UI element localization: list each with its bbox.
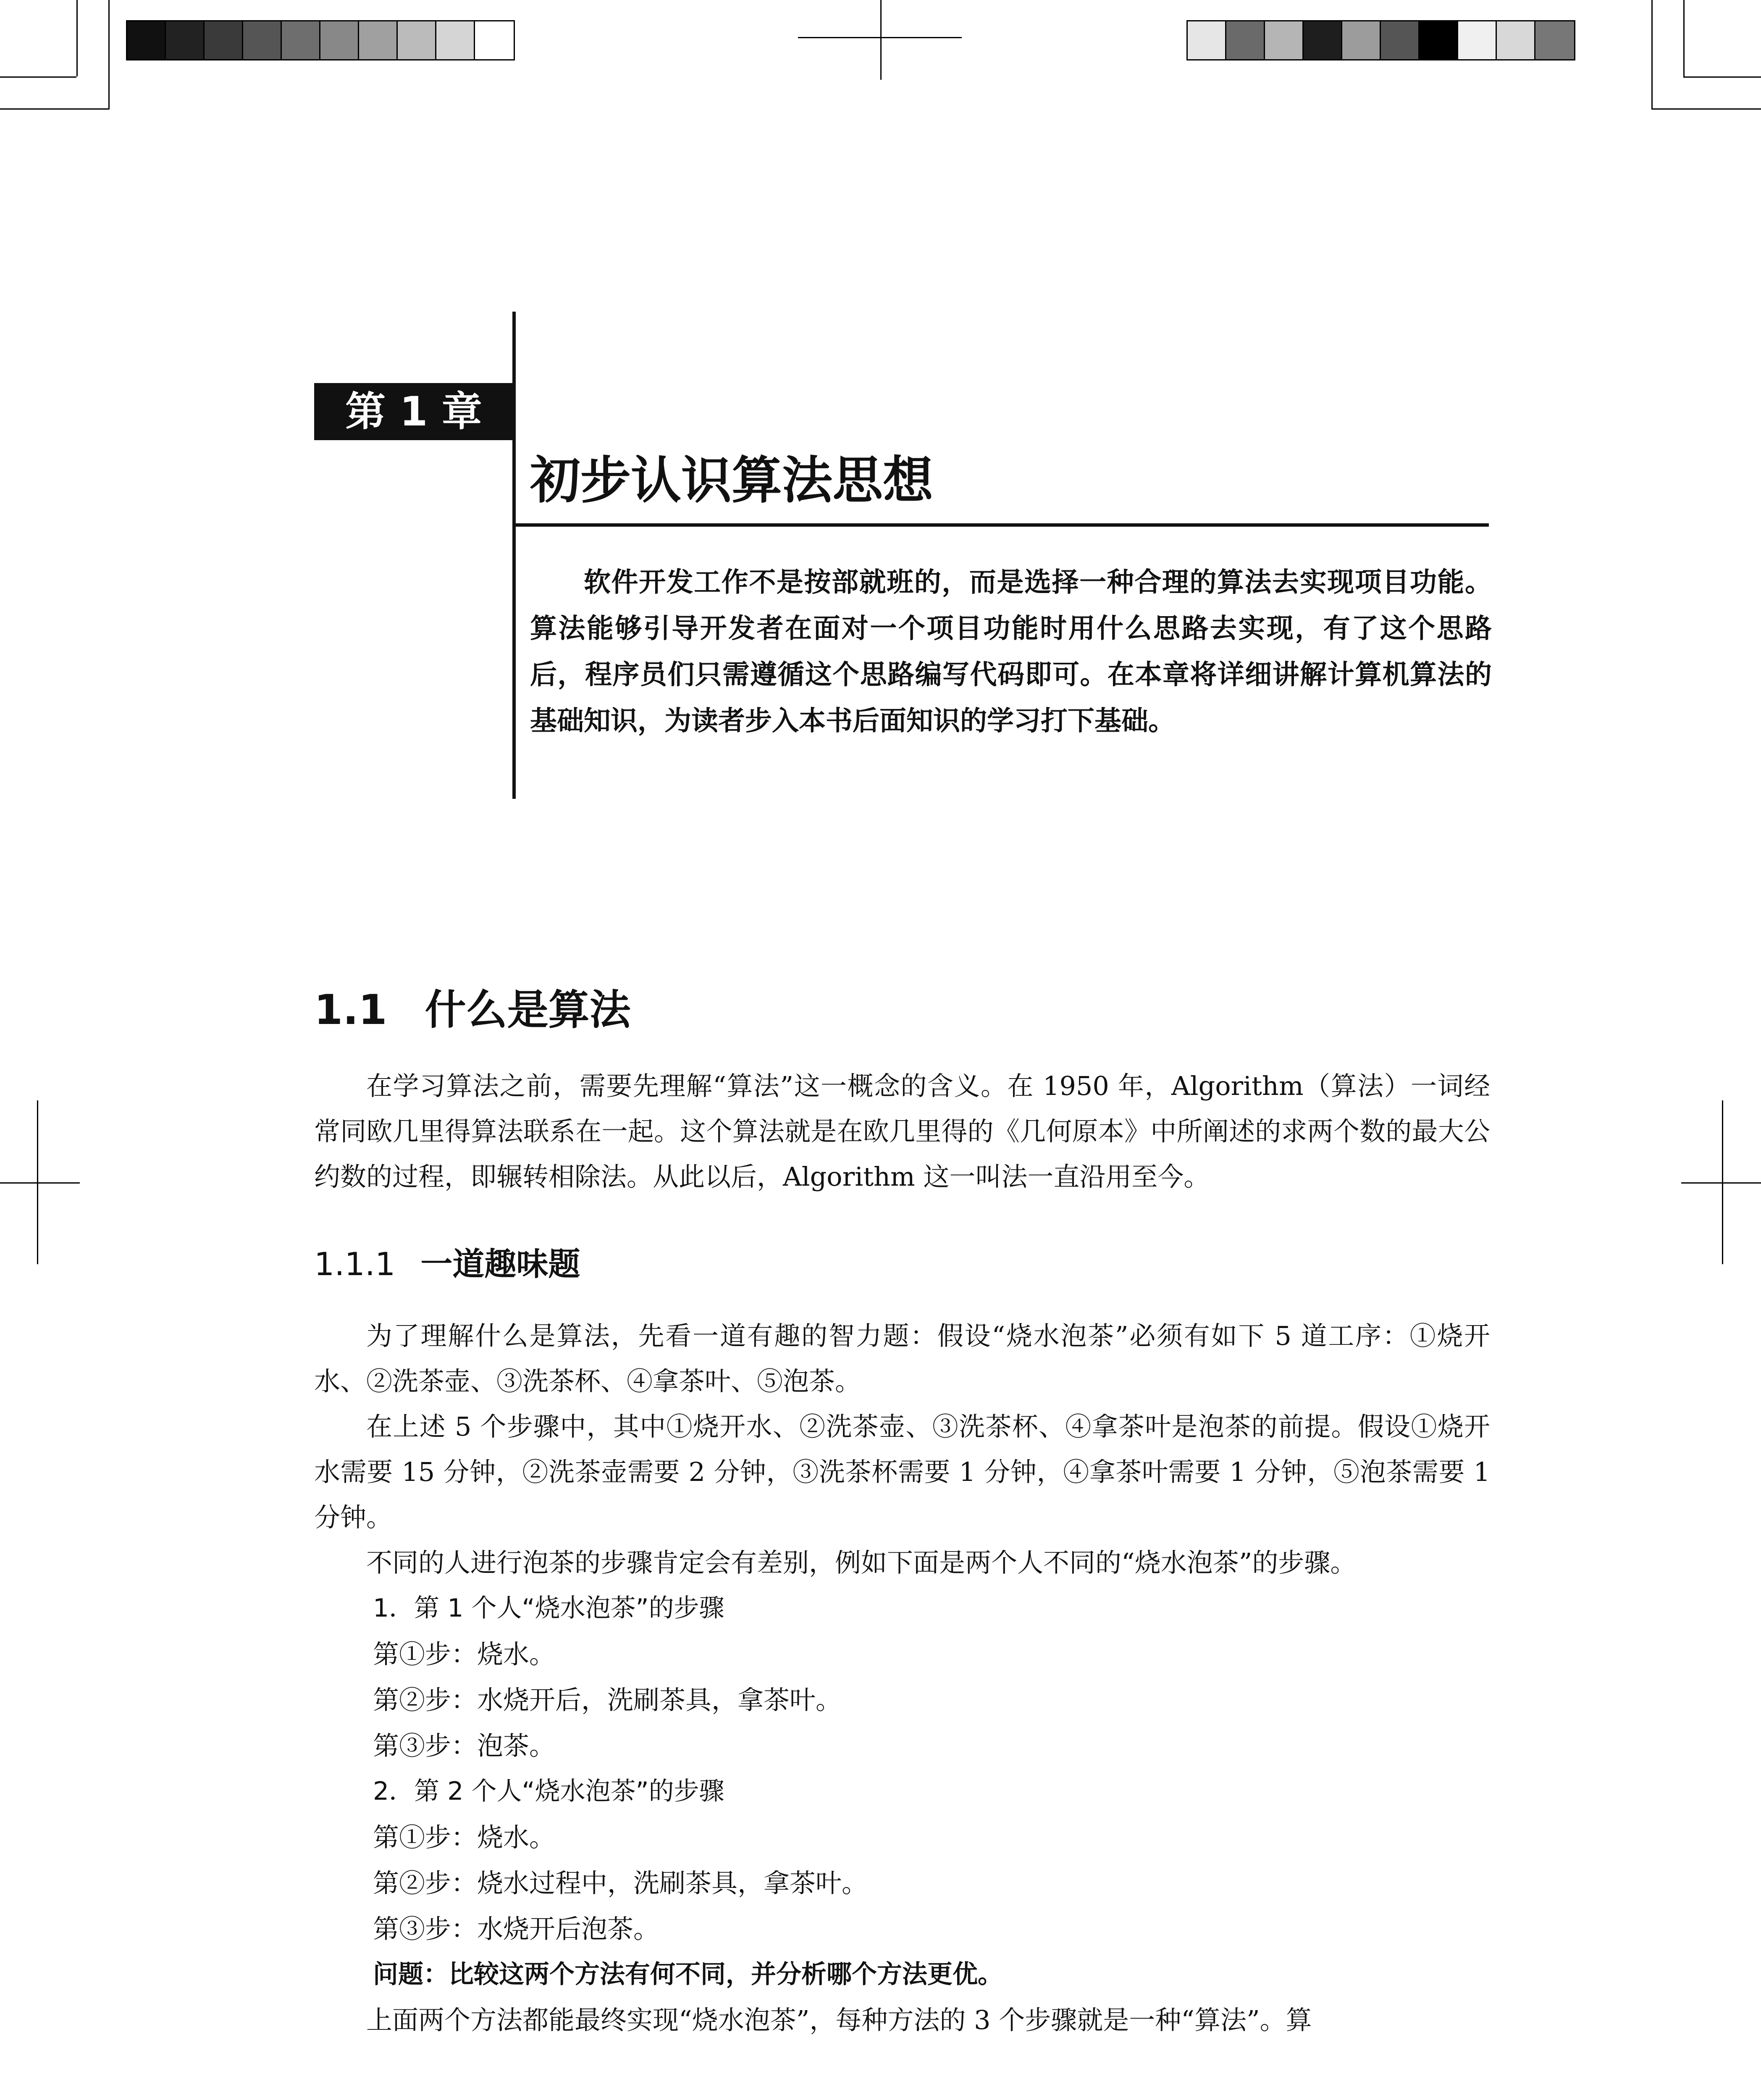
color-swatch <box>282 21 320 59</box>
subsection-heading <box>314 1239 580 1289</box>
chapter-label: 第 1 章 <box>314 383 513 440</box>
method-1-step: 第②步：水烧开后，洗刷茶具，拿茶叶。 <box>373 1685 842 1715</box>
color-swatch <box>436 21 475 59</box>
chapter-intro <box>530 559 1492 744</box>
closing-paragraph: 上面两个方法都能最终实现“烧水泡茶”，每种方法的 3 个步骤就是一种“算法”。算 <box>366 2005 1312 2035</box>
color-swatch <box>205 21 243 59</box>
color-swatch <box>1497 21 1535 59</box>
paragraph: 为了理解什么是算法，先看一道有趣的智力题：假设“烧水泡茶”必须有如下 5 道工序：①烧开水、②洗茶壶、③洗茶杯、④拿茶叶、⑤泡茶。 <box>314 1320 1490 1396</box>
subsection-title: 一道趣味题 <box>420 1245 580 1283</box>
section-paragraph: 在学习算法之前，需要先理解“算法”这一概念的含义。在 1950 年，Algorithm（算法）一词经常同欧几里得算法联系在一起。这个算法就是在欧几里得的《几何原本》中所阐述的求两个数的最大公约数的过程，即辗转相除法。从此以后，Algorithm 这一叫法一直沿用至今。 <box>314 1071 1490 1192</box>
color-swatch <box>398 21 436 59</box>
chapter-vertical-rule <box>512 312 516 799</box>
chapter-intro-text: 软件开发工作不是按部就班的，而是选择一种合理的算法去实现项目功能。算法能够引导开发者在面对一个项目功能时用什么思路去实现，有了这个思路后，程序员们只需遵循这个思路编写代码即可。在本章将详细讲解计算机算法的基础知识，为读者步入本书后面知识的学习打下基础。 <box>530 567 1492 737</box>
color-swatch <box>1265 21 1304 59</box>
chapter-horizontal-rule <box>512 523 1489 527</box>
color-swatch <box>127 21 166 59</box>
subsection-body <box>314 1313 1490 2043</box>
color-swatch <box>1226 21 1265 59</box>
method-1-step: 第①步：烧水。 <box>373 1639 556 1670</box>
color-swatch <box>475 21 514 59</box>
method-2-step: 第②步：烧水过程中，洗刷茶具，拿茶叶。 <box>373 1868 868 1898</box>
paragraph: 不同的人进行泡茶的步骤肯定会有差别，例如下面是两个人不同的“烧水泡茶”的步骤。 <box>366 1547 1357 1578</box>
section-heading <box>314 979 631 1042</box>
color-swatch <box>1342 21 1381 59</box>
section-title: 什么是算法 <box>425 986 631 1034</box>
method-2-step: 第①步：烧水。 <box>373 1822 556 1853</box>
color-swatch <box>1458 21 1497 59</box>
paragraph: 在上述 5 个步骤中，其中①烧开水、②洗茶壶、③洗茶杯、④拿茶叶是泡茶的前提。假设①烧开水需要 15 分钟，②洗茶壶需要 2 分钟，③洗茶杯需要 1 分钟，④拿茶叶需要 1 分钟，⑤泡茶需要 1 分钟。 <box>314 1411 1490 1533</box>
method-2-step: 第③步：水烧开后泡茶。 <box>373 1914 660 1944</box>
color-swatch <box>166 21 205 59</box>
question: 问题：比较这两个方法有何不同，并分析哪个方法更优。 <box>373 1960 1003 1989</box>
color-swatch <box>1381 21 1420 59</box>
method-1-step: 第③步：泡茶。 <box>373 1730 556 1761</box>
color-swatch <box>1304 21 1342 59</box>
color-bar-right <box>1186 20 1575 60</box>
section-number: 1.1 <box>314 986 387 1034</box>
method-1-heading: 1．第 1 个人“烧水泡茶”的步骤 <box>373 1593 724 1623</box>
subsection-number: 1.1.1 <box>314 1245 396 1283</box>
color-swatch <box>1420 21 1458 59</box>
color-swatch <box>320 21 359 59</box>
section-body <box>314 1063 1490 1200</box>
chapter-title: 初步认识算法思想 <box>530 452 933 510</box>
color-swatch <box>359 21 398 59</box>
color-swatch <box>1188 21 1226 59</box>
color-bar-left <box>126 20 515 60</box>
color-swatch <box>1535 21 1574 59</box>
method-2-heading: 2．第 2 个人“烧水泡茶”的步骤 <box>373 1777 724 1806</box>
color-swatch <box>243 21 282 59</box>
